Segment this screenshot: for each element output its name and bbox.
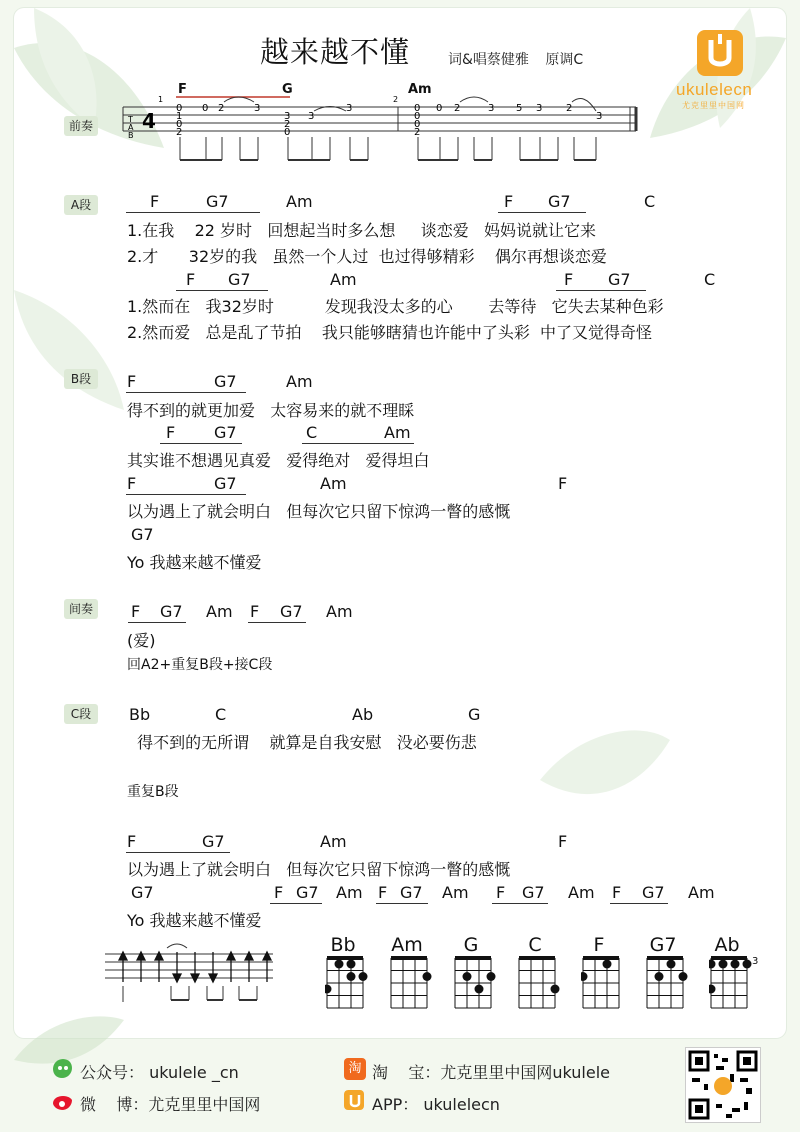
chord: G7 — [400, 883, 423, 902]
chord: Am — [336, 883, 363, 902]
chord-diagram-name: G — [463, 934, 479, 956]
taobao-icon: 淘 — [344, 1058, 366, 1080]
chord-diagram-name: Bb — [330, 934, 356, 956]
instruction-line: 回A2+重复B段+接C段 — [127, 657, 273, 673]
svg-text:2: 2 — [218, 103, 225, 114]
svg-text:3: 3 — [488, 103, 495, 114]
chord: F — [274, 883, 284, 902]
chord: C — [704, 270, 716, 289]
weibo-icon — [52, 1090, 72, 1110]
logo-subtitle: 尤克里里中国网 — [682, 101, 745, 110]
chord-diagram-f-icon — [581, 954, 637, 1010]
lyric-line: 1.然而在 我32岁时 发现我没太多的心 去等待 它失去某种色彩 — [127, 297, 664, 316]
chord: F — [378, 883, 388, 902]
lyric-line: Yo 我越来越不懂爱 — [127, 553, 262, 572]
weibo-label: 微 博： — [80, 1095, 149, 1114]
lyricist-credit: 词&唱蔡健雅 — [448, 52, 529, 68]
intro-chord: G — [282, 82, 293, 97]
chord: G7 — [522, 883, 545, 902]
chord: Am — [320, 474, 347, 493]
intro-chord: F — [178, 82, 187, 97]
chord: Am — [568, 883, 595, 902]
chord: Bb — [129, 705, 151, 724]
instruction-line: 重复B段 — [127, 784, 179, 800]
svg-text:T: T — [128, 115, 133, 124]
chord-diagram-c-icon — [517, 954, 573, 1010]
chord: C — [644, 192, 656, 211]
taobao-info — [372, 1060, 610, 1083]
lyric-line: 2.然而爱 总是乱了节拍 我只能够瞎猜也许能中了头彩 中了又觉得奇怪 — [127, 323, 653, 342]
chord: G7 — [228, 270, 251, 289]
chord: G7 — [642, 883, 665, 902]
wechat-value: ukulele _cn — [149, 1063, 239, 1082]
chord: Am — [384, 423, 411, 442]
wechat-info — [80, 1060, 239, 1083]
svg-text:0: 0 — [202, 103, 209, 114]
lyric-line: Yo 我越来越不懂爱 — [127, 911, 262, 930]
chord: F — [558, 832, 568, 851]
weibo-info — [80, 1092, 260, 1115]
svg-text:3: 3 — [596, 111, 603, 122]
chord: G7 — [608, 270, 631, 289]
svg-text:0: 0 — [414, 103, 421, 114]
chord: Am — [320, 832, 347, 851]
chord: G7 — [131, 525, 154, 544]
lyric-line: 以为遇上了就会明白 但每次它只留下惊鸿一瞥的感慨 — [127, 860, 511, 879]
svg-text:2: 2 — [176, 127, 183, 138]
chord: F — [131, 602, 141, 621]
taobao-value: 尤克里里中国网ukulele — [440, 1063, 610, 1082]
chord: G7 — [131, 883, 154, 902]
lyric-line: 1.在我 22 岁时 回想起当时多么想 谈恋爱 妈妈说就让它来 — [127, 221, 597, 240]
chord: G7 — [214, 423, 237, 442]
chord-diagram-am-icon — [389, 954, 445, 1010]
chord: Am — [326, 602, 353, 621]
leaf-decoration-left-icon — [14, 270, 137, 420]
svg-text:5: 5 — [516, 103, 523, 114]
svg-text:3: 3 — [346, 103, 353, 114]
chord-diagram-bb-icon — [325, 954, 381, 1010]
svg-text:B: B — [128, 131, 134, 140]
chord: F — [127, 832, 137, 851]
svg-text:0: 0 — [284, 127, 291, 138]
svg-text:3: 3 — [284, 111, 291, 122]
intro-tablature — [118, 82, 643, 172]
svg-text:2: 2 — [284, 119, 291, 130]
lyric-line: 以为遇上了就会明白 但每次它只留下惊鸿一瞥的感慨 — [127, 502, 511, 521]
chord: F — [166, 423, 176, 442]
chord: G7 — [548, 192, 571, 211]
chord: G — [468, 705, 481, 724]
ukulele-u-icon — [697, 30, 743, 76]
chord: Am — [442, 883, 469, 902]
chord: F — [127, 372, 137, 391]
app-label: APP： — [372, 1095, 419, 1114]
chord: Am — [286, 192, 313, 211]
qr-code-icon — [685, 1047, 761, 1123]
strum-pattern — [105, 942, 280, 1008]
svg-text:3: 3 — [308, 111, 315, 122]
app-value: ukulelecn — [423, 1095, 500, 1114]
logo-name: ukulelecn — [676, 80, 753, 99]
chord: Am — [286, 372, 313, 391]
chord: G7 — [206, 192, 229, 211]
lyric-line: 2.才 32岁的我 虽然一个人过 也过得够精彩 偶尔再想谈恋爱 — [127, 247, 607, 266]
chord: F — [558, 474, 568, 493]
chord: G7 — [214, 474, 237, 493]
chord-diagram-g-icon — [453, 954, 509, 1010]
section-label-intro: 前奏 — [64, 116, 98, 136]
chord: F — [496, 883, 506, 902]
chord: Am — [206, 602, 233, 621]
svg-text:A: A — [128, 123, 134, 132]
wechat-label: 公众号： — [80, 1063, 145, 1082]
chord-diagram-name: Am — [391, 934, 423, 956]
leaf-decoration-mid-icon — [540, 720, 670, 810]
weibo-value: 尤克里里中国网 — [148, 1095, 261, 1114]
section-label-a: A段 — [64, 195, 98, 215]
chord: G7 — [160, 602, 183, 621]
chord-diagram-name: F — [593, 934, 605, 956]
chord: Am — [688, 883, 715, 902]
chord: G7 — [202, 832, 225, 851]
chord: F — [186, 270, 196, 289]
chord: F — [150, 192, 160, 211]
lyric-line: 其实谁不想遇见真爱 爱得绝对 爱得坦白 — [127, 451, 430, 470]
section-label-c: C段 — [64, 704, 98, 724]
chord: F — [612, 883, 622, 902]
chord: F — [504, 192, 514, 211]
svg-text:2: 2 — [414, 127, 421, 138]
svg-text:3: 3 — [536, 103, 543, 114]
chord: G7 — [296, 883, 319, 902]
svg-text:0: 0 — [176, 119, 183, 130]
lyric-line: 得不到的就更加爱 太容易来的就不理睬 — [127, 401, 415, 420]
chord: F — [250, 602, 260, 621]
svg-text:0: 0 — [414, 111, 421, 122]
fret-number: 3 — [752, 956, 759, 967]
svg-text:2: 2 — [566, 103, 573, 114]
svg-text:4: 4 — [142, 109, 156, 133]
svg-text:0: 0 — [176, 103, 183, 114]
chord: Ab — [352, 705, 374, 724]
app-icon — [344, 1090, 364, 1110]
chord-diagram-g7-icon — [645, 954, 701, 1010]
chord: F — [564, 270, 574, 289]
song-title: 越来越不懂 — [260, 35, 411, 69]
taobao-label: 淘 宝： — [372, 1063, 441, 1082]
lyric-line: (爱) — [127, 631, 156, 650]
chord: C — [306, 423, 318, 442]
song-credits — [448, 49, 595, 69]
chord: F — [127, 474, 137, 493]
chord: G7 — [214, 372, 237, 391]
section-label-interlude: 间奏 — [64, 599, 98, 619]
chord: Am — [330, 270, 357, 289]
chord-diagram-name: C — [528, 934, 542, 956]
chord: C — [215, 705, 227, 724]
section-label-b: B段 — [64, 369, 98, 389]
chord: G7 — [280, 602, 303, 621]
svg-text:0: 0 — [414, 119, 421, 130]
svg-text:3: 3 — [254, 103, 261, 114]
app-info — [372, 1092, 500, 1115]
original-key: 原调C — [545, 52, 584, 68]
svg-text:2: 2 — [454, 103, 461, 114]
intro-chord: Am — [408, 82, 432, 97]
wechat-icon — [52, 1058, 72, 1078]
lyric-line: 得不到的无所谓 就算是自我安慰 没必要伤悲 — [127, 733, 477, 752]
svg-text:0: 0 — [436, 103, 443, 114]
measure-number: 2 — [393, 95, 399, 104]
chord-diagram-name: Ab — [714, 934, 740, 956]
measure-number: 1 — [158, 95, 164, 104]
svg-text:1: 1 — [176, 111, 183, 122]
chord-diagram-name: G7 — [649, 934, 677, 956]
